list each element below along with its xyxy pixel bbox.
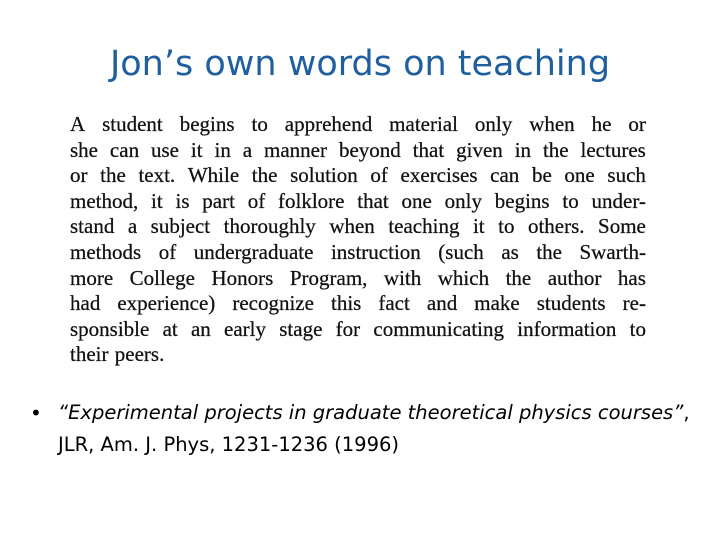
quote-word: when xyxy=(529,112,575,136)
quote-word: A xyxy=(70,112,86,136)
quote-word: stand xyxy=(70,214,115,239)
quote-word: when xyxy=(329,214,375,239)
quote-word: can xyxy=(490,163,520,188)
quote-word: it xyxy=(472,214,485,239)
quote-word: a xyxy=(242,137,253,162)
quote-word: manner xyxy=(264,137,328,162)
quote-word: as xyxy=(501,239,519,264)
quote-word: peers. xyxy=(114,342,165,367)
quote-line xyxy=(70,214,646,240)
quote-word: material xyxy=(389,112,458,136)
quote-word: an xyxy=(190,316,211,341)
quote-word: re- xyxy=(622,291,646,316)
quote-word: one xyxy=(401,188,432,213)
quote-word: thoroughly xyxy=(223,214,316,239)
quote-word: experience) xyxy=(117,291,216,316)
quote-word: exercises xyxy=(400,163,478,188)
quote-word: begins xyxy=(494,188,550,213)
quote-word: apprehend xyxy=(284,112,373,136)
quote-word: early xyxy=(224,316,267,341)
quote-word: for xyxy=(335,316,361,341)
quote-word: to xyxy=(629,316,646,341)
quote-word: such xyxy=(607,163,646,188)
quote-word: Program, xyxy=(289,265,368,290)
quote-word: of xyxy=(370,163,388,188)
quote-word: the xyxy=(100,163,126,188)
quote-word: it xyxy=(190,137,203,162)
citation-text xyxy=(58,397,700,461)
quote-line xyxy=(70,112,646,138)
quote-word: the xyxy=(505,265,532,290)
quote-word: be xyxy=(531,163,552,188)
quote-line xyxy=(70,342,646,368)
quote-word: that xyxy=(412,137,445,162)
scanned-quote-text xyxy=(70,112,646,368)
quote-word: of xyxy=(158,239,177,264)
quote-word: a xyxy=(127,214,138,239)
quote-word: teaching xyxy=(388,214,460,239)
quote-word: sponsible xyxy=(70,316,150,341)
quote-word: or xyxy=(70,163,88,188)
quote-word: Some xyxy=(598,214,646,239)
quote-line xyxy=(70,138,646,164)
quote-line xyxy=(70,163,646,189)
quote-word: method, xyxy=(70,188,139,213)
quote-word: the xyxy=(542,137,569,162)
quote-word: which xyxy=(437,265,490,290)
quote-word: communicating xyxy=(373,316,505,341)
quote-word: can xyxy=(109,137,140,162)
quote-word: at xyxy=(162,316,178,341)
quote-word: to xyxy=(251,112,268,136)
quote-word: subject xyxy=(150,214,211,239)
quote-word: information xyxy=(517,316,617,341)
citation-bullet xyxy=(30,397,700,461)
quote-word: part xyxy=(202,188,235,213)
quote-word: has xyxy=(617,265,646,290)
quote-word: in xyxy=(514,137,532,162)
quote-word: he xyxy=(591,112,612,136)
quote-word: text. xyxy=(138,163,176,188)
quote-word: College xyxy=(129,265,195,290)
quote-word: (such xyxy=(438,239,484,264)
bullet-icon: • xyxy=(30,401,42,425)
quote-word: the xyxy=(251,163,278,188)
quote-word: more xyxy=(70,265,114,290)
quote-word: lectures xyxy=(580,137,646,162)
slide-title: Jon’s own words on teaching xyxy=(109,44,611,84)
quote-word: stage xyxy=(279,316,323,341)
quote-word: and xyxy=(426,291,458,316)
quote-word: use xyxy=(151,137,179,162)
quote-word: that xyxy=(357,188,389,213)
quote-line xyxy=(70,317,646,343)
quote-line xyxy=(70,189,646,215)
quote-word: to xyxy=(498,214,515,239)
quote-word: instruction xyxy=(330,239,421,264)
quote-word: to xyxy=(562,188,579,213)
quote-line xyxy=(70,291,646,317)
quote-word: one xyxy=(564,163,595,188)
quote-word: had xyxy=(70,291,101,316)
quote-word: only xyxy=(444,188,482,213)
quote-word: make xyxy=(474,291,520,316)
quote-word: only xyxy=(474,112,513,136)
quote-word: author xyxy=(547,265,602,290)
quote-word: this xyxy=(330,291,362,316)
quote-line xyxy=(70,240,646,266)
quote-word: students xyxy=(536,291,606,316)
quote-word: of xyxy=(247,188,266,213)
citation-details: , JLR, Am. J. Phys, 1231-1236 (1996) xyxy=(58,401,690,456)
quote-word: recognize xyxy=(232,291,314,316)
quote-word: methods xyxy=(70,239,142,264)
quote-word: in xyxy=(214,137,231,162)
quote-word: or xyxy=(628,112,646,136)
quote-word: the xyxy=(536,239,562,264)
quote-word: Swarth- xyxy=(579,239,646,264)
quote-word: with xyxy=(383,265,422,290)
quote-word: others. xyxy=(527,214,585,239)
quote-word: begins xyxy=(179,112,235,136)
quote-word: beyond xyxy=(338,137,401,162)
quote-word: student xyxy=(102,112,163,136)
quote-word: their xyxy=(70,342,109,367)
quote-word: undergraduate xyxy=(193,239,314,264)
quote-word: fact xyxy=(378,291,410,316)
quote-word: Honors xyxy=(211,265,274,290)
quote-word: is xyxy=(175,188,190,213)
article-title: “Experimental projects in graduate theoretical physics courses” xyxy=(58,401,684,424)
quote-word: under- xyxy=(591,188,646,213)
quote-word: she xyxy=(70,137,98,162)
quote-word: given xyxy=(456,137,503,162)
quote-word: solution xyxy=(290,163,358,188)
quote-word: folklore xyxy=(278,188,345,213)
quote-word: While xyxy=(187,163,240,188)
quote-word: it xyxy=(151,188,163,213)
quote-line xyxy=(70,266,646,292)
